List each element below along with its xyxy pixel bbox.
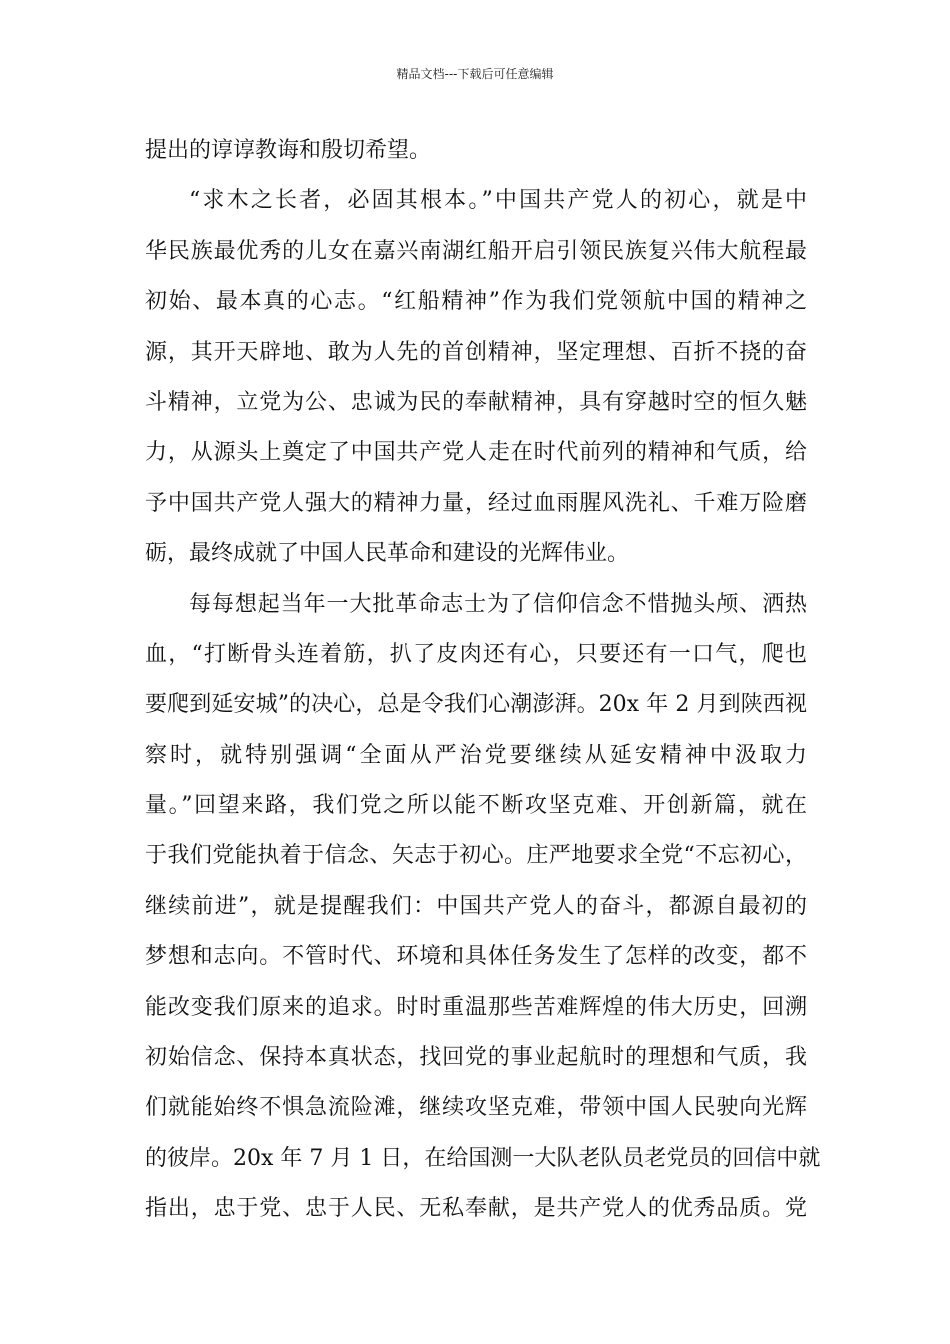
paragraph-line: 每每想起当年一大批革命志士为了信仰信念不惜抛头颅、洒热 — [189, 591, 807, 617]
paragraph-line: 华民族最优秀的儿女在嘉兴南湖红船开启引领民族复兴伟大航程最 — [145, 238, 807, 264]
paragraph-line: 予中国共产党人强大的精神力量，经过血雨腥风洗礼、千难万险磨 — [145, 490, 807, 516]
paragraph-line: 梦想和志向。不管时代、环境和具体任务发生了怎样的改变，都不 — [145, 944, 807, 970]
paragraph-line: 初始信念、保持本真状态，找回党的事业起航时的理想和气质，我 — [145, 1045, 807, 1071]
paragraph-line: 要爬到延安城”的决心，总是令我们心潮澎湃。20x 年 2 月到陕西视 — [145, 692, 807, 718]
paragraph-line: 继续前进”，就是提醒我们：中国共产党人的奋斗，都源自最初的 — [145, 893, 807, 919]
paragraph-line: 于我们党能执着于信念、矢志于初心。庄严地要求全党“不忘初心， — [145, 843, 807, 869]
page-header: 精品文档---下载后可任意编辑 — [396, 67, 554, 81]
paragraph-line: 量。”回望来路，我们党之所以能不断攻坚克难、开创新篇，就在 — [145, 793, 807, 819]
paragraph-line: 的彼岸。20x 年 7 月 1 日，在给国测一大队老队员老党员的回信中就 — [145, 1145, 821, 1171]
paragraph-line: 们就能始终不惧急流险滩，继续攻坚克难，带领中国人民驶向光辉 — [145, 1095, 807, 1121]
paragraph-line: 初始、最本真的心志。“红船精神”作为我们党领航中国的精神之 — [145, 289, 807, 315]
paragraph-line: 提出的谆谆教诲和殷切希望。 — [145, 138, 432, 163]
paragraph-line: 血，“打断骨头连着筋，扒了皮肉还有心，只要还有一口气，爬也 — [145, 641, 807, 667]
paragraph-line: “求木之长者，必固其根本。”中国共产党人的初心，就是中 — [189, 188, 807, 214]
paragraph-line: 指出，忠于党、忠于人民、无私奉献，是共产党人的优秀品质。党 — [145, 1196, 807, 1222]
paragraph-line: 斗精神，立党为公、忠诚为民的奉献精神，具有穿越时空的恒久魅 — [145, 389, 807, 415]
body-text — [145, 126, 821, 1235]
paragraph-line: 能改变我们原来的追求。时时重温那些苦难辉煌的伟大历史，回溯 — [145, 994, 807, 1020]
paragraph-line: 砺，最终成就了中国人民革命和建设的光辉伟业。 — [145, 541, 630, 567]
paragraph-line: 察时，就特别强调“全面从严治党要继续从延安精神中汲取力 — [145, 742, 807, 768]
paragraph-line: 力，从源头上奠定了中国共产党人走在时代前列的精神和气质，给 — [145, 440, 807, 466]
paragraph-line: 源，其开天辟地、敢为人先的首创精神，坚定理想、百折不挠的奋 — [145, 339, 807, 365]
